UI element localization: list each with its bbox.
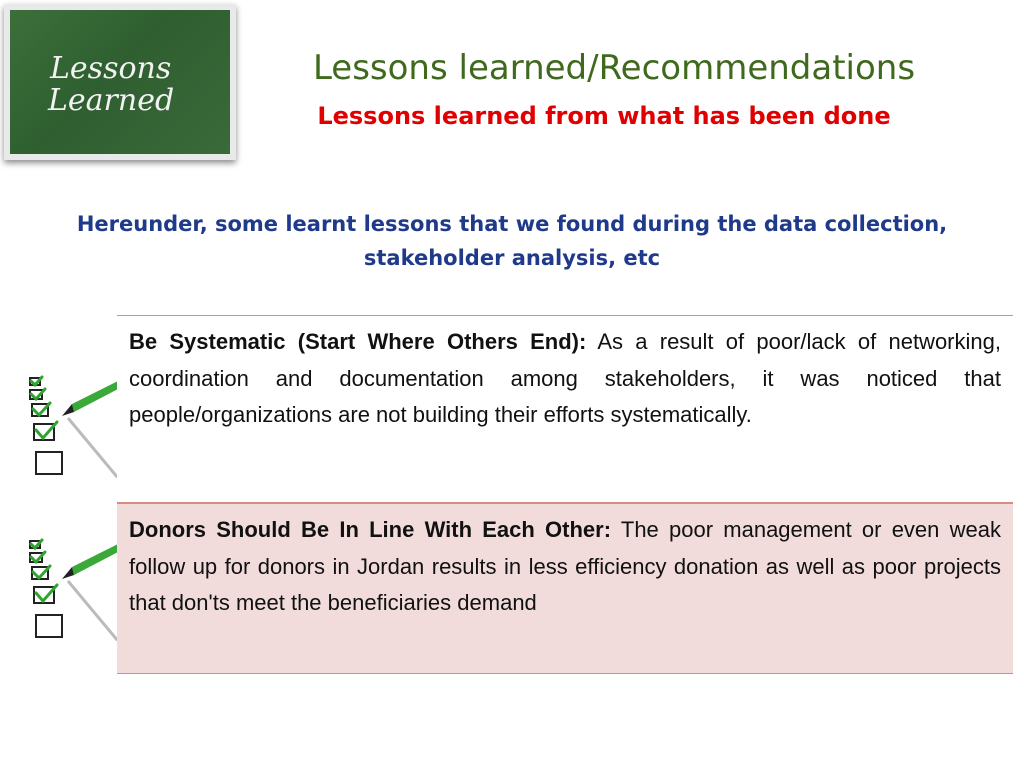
intro-text [20,207,1004,275]
lesson-card-1 [117,315,1013,503]
page-title: Lessons learned/Recommendations [312,48,916,88]
page-subtitle: Lessons learned from what has been done [317,102,891,130]
intro-line-1: Hereunder, some learnt lessons that we found during the data collection, [76,212,948,236]
lessons-learned-chalkboard-image [4,4,236,160]
intro-line-2: stakeholder analysis, etc [363,246,661,270]
lesson-heading: Be Systematic (Start Where Others End): [129,329,587,354]
chalkboard-chalk-text [10,10,230,154]
checklist-pen-icon [14,537,120,641]
lesson-heading: Donors Should Be In Line With Each Other: [129,517,612,542]
lesson-card-2 [117,503,1013,674]
lesson-body: The poor management or even weak follow up for donors in Jordan results in less efficiency donation as well as poor projects that don'ts meet the beneficiaries demand [129,517,1001,615]
chalk-line-1: Lessons [50,51,172,86]
lesson-body: As a result of poor/lack of networking, coordination and documentation among stakeholders, it was noticed that people/organizations are not building their efforts systematically. [129,329,1001,427]
checklist-pen-icon [14,374,120,478]
chalk-line-2: Learned [48,83,175,118]
